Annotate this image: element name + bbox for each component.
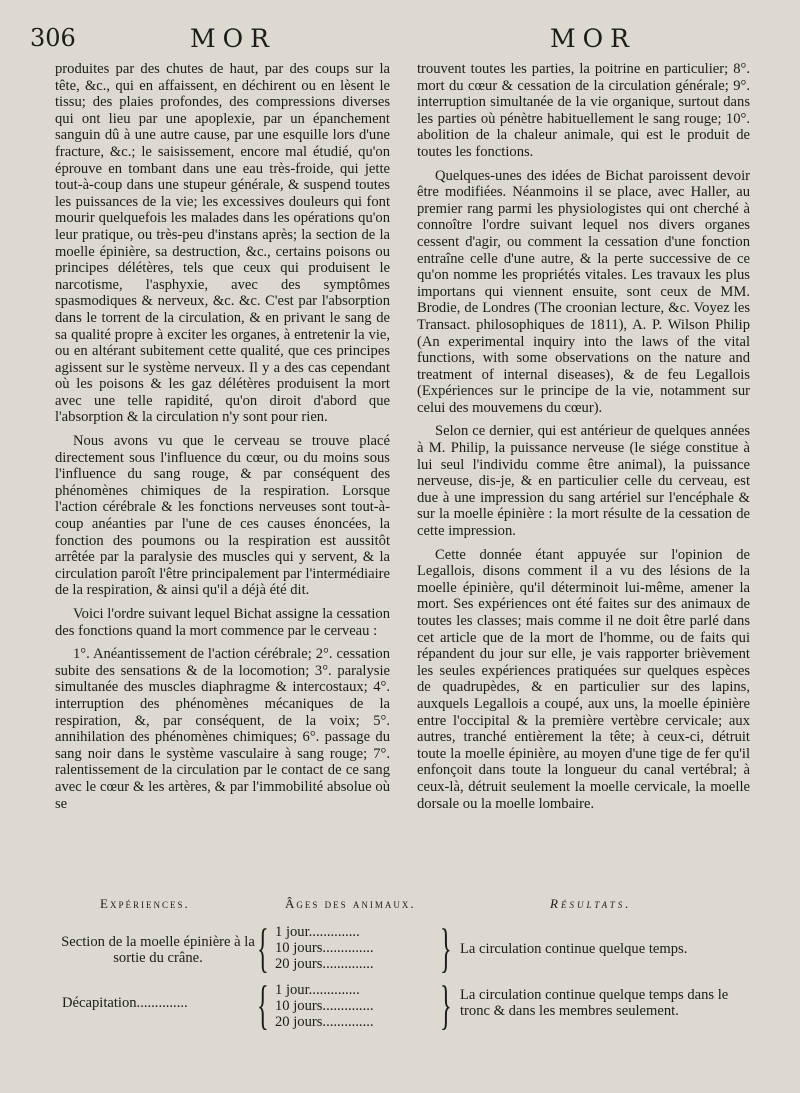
table-header-ages: Âges des animaux. — [285, 896, 416, 911]
age-item: 1 jour.............. — [275, 982, 360, 998]
age-item: 10 jours.............. — [275, 940, 374, 956]
age-item: 20 jours.............. — [275, 956, 374, 972]
experiment-label: Décapitation.............. — [62, 995, 188, 1011]
right-column — [417, 61, 750, 812]
paragraph: 1°. Anéantissement de l'action cérébrale; 2°. cessation subite des sensations & de la locomotion; 3°. paralysie simultanée des muscles diaphragme & intercostaux; 4°. interruption des phénomènes mécaniques de la respiration, &, par conséquent, de la voix; 5°. annihilation des phénomènes chimiques; 6°. passage du sang noir dans le système vasculaire à sang rouge; 7°. ralentissement de la circulation par le contact de ce sang avec le cœur & les artères, & par l'immobilité absolue où se — [55, 646, 390, 812]
left-brace: { — [257, 918, 269, 978]
result-text: La circulation continue quelque temps dans le tronc & dans les membres seulement. — [460, 987, 729, 1019]
left-column — [55, 61, 390, 812]
result-text: La circulation continue quelque temps. — [460, 941, 688, 957]
paragraph: Cette donnée étant appuyée sur l'opinion de Legallois, disons comment il a vu des lésions de la moelle épinière, qu'il déterminoit lui-même, amener la mort. Ses expériences ont été faites sur des animaux de toutes les classes; mais comme il ne doit être parlé dans cet article que de la mort de l'homme, ou de faits qui répandent du jour sur elle, je vais rapporter brièvement les seules expériences pratiquées sur quelques espèces de quadrupèdes, & en particulier sur des lapins, auxquels Legallois a coupé, aux uns, la moelle épinière entre l'occipital & la première vertèbre cervicale; aux autres, tranché entièrement la tête; à ceux-ci, détruit toute la moelle épinière, au moyen d'une tige de fer qu'il enfonçoit dans toute la longueur du canal vertébral; à ceux-là, détruit seulement la moelle cervicale, la moelle dorsale ou la moelle lombaire. — [417, 546, 750, 812]
page-number: 306 — [30, 24, 76, 52]
paragraph: produites par des chutes de haut, par des coups sur la tête, &c., qui en affaissent, en déchirent ou en lèsent le tissu; des plaies profondes, des compressions diverses qui ont lieu par une apoplexie, par un épanchement sanguin dû à une autre cause, par une esquille lors d'une fracture, &c.; le saisissement, encore mal étudié, qu'on éprouve en tombant dans une eau très-froide, qui jette tout-à-coup dans une stupeur générale, & suspend toutes les puissances de la vie; les excessives douleurs qui font mourir quelquefois les malades dans les opérations qu'on leur pratique, ou très-peu d'instans après; la section de la moelle épinière, sa destruction, &c., certains poisons ou principes délétères, tels que ceux qui produisent le narcotisme, l'asphyxie, avec des symptômes spasmodiques & nerveux, &c. &c. C'est par l'absorption dans le torrent de la circulation, & en privant le sang de sa qualité propre à exciter les organes, à entretenir la vie, ou en altérant subitement cette qualité, que ces principes agissent sur le système nerveux. Il y a des cas cependant où les poisons & les gaz délétères produisent la mort avec une telle rapidité, qu'on diroit d'abord que l'absorption & la circulation n'y sont pour rien. — [55, 61, 390, 426]
paragraph: Nous avons vu que le cerveau se trouve placé directement sous l'influence du cœur, ou du moins sous l'influence du sang rouge, & par conséquent des phénomènes chimiques de la respiration. Lorsque l'action cérébrale & les fonctions nerveuses sont tout-à-coup anéanties par l'une de ces causes énoncées, la fonction des poumons ou la respiration est aussitôt arrêtée par la paralysie des muscles qui y servent, & la circulation paroît l'être principalement par l'intermédiaire de la respiration, & ainsi qu'il a déjà été dit. — [55, 433, 390, 599]
running-head-right: MOR — [550, 24, 636, 53]
age-item: 1 jour.............. — [275, 924, 360, 940]
paragraph: Selon ce dernier, qui est antérieur de quelques années à M. Philip, la puissance nerveuse (le siége constitue à lui seul l'individu comme être animal), la puissance nerveuse, dis-je, & en particulier celle du cerveau, est due à une impression du sang artériel sur l'encéphale & sur la moelle épinière : la mort résulte de la cessation de cette impression. — [417, 423, 750, 540]
experiment-label: Section de la moelle épinière à la sortie du crâne. — [61, 934, 255, 966]
table-header-experiments: Expériences. — [100, 896, 190, 911]
paragraph: trouvent toutes les parties, la poitrine en particulier; 8°. mort du cœur & cessation de la circulation générale; 9°. interruption simultanée de la vie organique, surtout dans les parties où pénètre habituellement le sang rouge; 10°. abolition de la chaleur animale, qui est le produit de toutes les fonctions. — [417, 61, 750, 160]
table-header-results: Résultats. — [550, 896, 632, 911]
paragraph: Voici l'ordre suivant lequel Bichat assigne la cessation des fonctions quand la mort commence par le cerveau : — [55, 606, 390, 639]
right-brace: } — [440, 975, 452, 1035]
age-item: 10 jours.............. — [275, 998, 374, 1014]
age-item: 20 jours.............. — [275, 1014, 374, 1030]
running-head-left: MOR — [190, 24, 276, 53]
right-brace: } — [440, 918, 452, 978]
ages-list — [275, 924, 374, 972]
left-brace: { — [257, 975, 269, 1035]
paragraph: Quelques-unes des idées de Bichat paroissent devoir être modifiées. Néanmoins il se place, avec Haller, au premier rang parmi les physiologistes qui ont cherché à connoître l'ordre suivant lequel nos divers organes cessent d'agir, ou comment la cessation d'une fonction entraîne celle d'une autre, & la perte successive de ce qu'on nomme les propriétés vitales. Les travaux les plus importans qui viennent ensuite, sont ceux de MM. Brodie, de Londres (The croonian lecture, &c. Voyez les Transact. philosophiques de 1811), A. P. Wilson Philip (An experimental inquiry into the laws of the vital functions, with some observations on the nature and treatment of internal diseases), & de feu Legallois (Expériences sur le principe de la vie, notamment sur celui des mouvemens du cœur). — [417, 167, 750, 416]
ages-list — [275, 982, 374, 1030]
